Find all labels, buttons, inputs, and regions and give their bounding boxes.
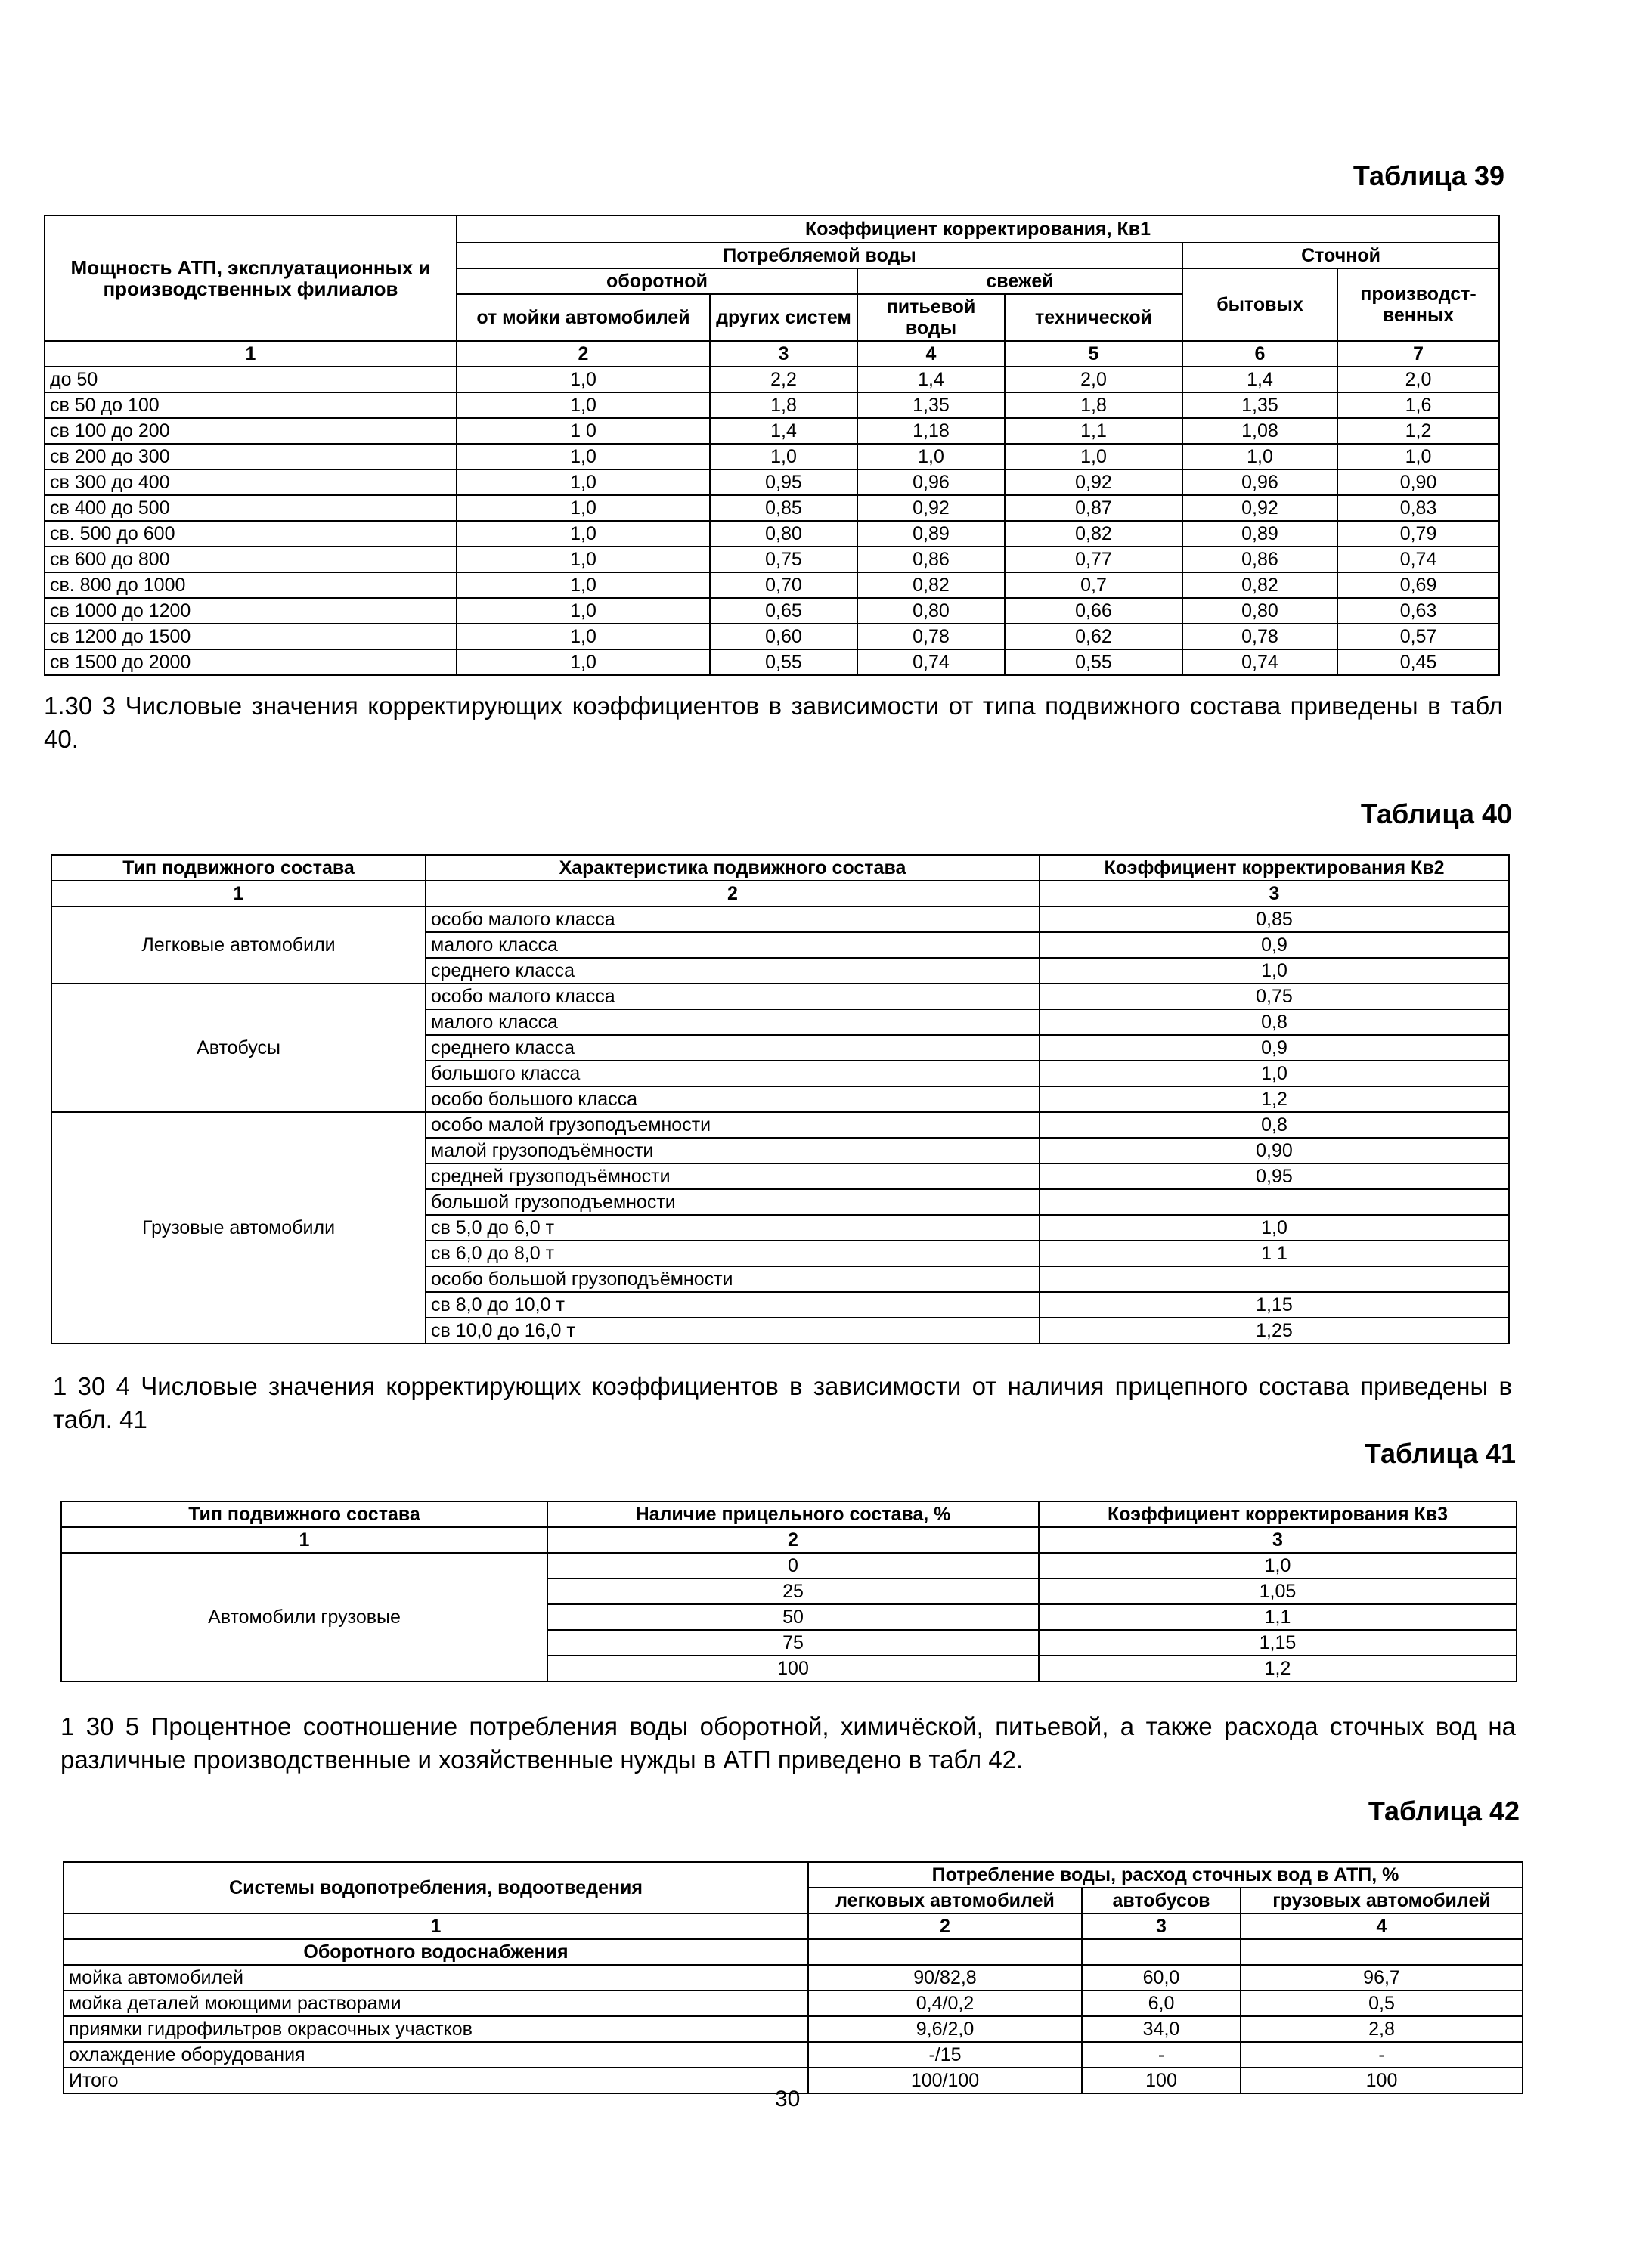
percent-value: 90/82,8: [808, 1965, 1082, 1991]
t42-colnum: 3: [1082, 1913, 1241, 1939]
table40-title: Таблица 40: [1360, 798, 1512, 829]
coef-value: 0,82: [1182, 572, 1337, 598]
percent-value: 60,0: [1082, 1965, 1241, 1991]
coef-value: 0,57: [1337, 624, 1499, 649]
coef-value: 0,95: [1040, 1163, 1509, 1189]
coef-value: 0,82: [1005, 521, 1182, 547]
t42-header-buses: автобусов: [1082, 1888, 1241, 1913]
coef-value: 0,92: [1182, 495, 1337, 521]
t39-header-fresh: свежей: [857, 268, 1182, 294]
vehicle-characteristic: особо малого класса: [426, 984, 1040, 1009]
coef-value: 0,74: [1182, 649, 1337, 675]
coef-value: 0,86: [1182, 547, 1337, 572]
coef-value: 1,8: [710, 392, 857, 418]
t39-colnum: 5: [1005, 341, 1182, 367]
coef-value: 0,80: [1182, 598, 1337, 624]
vehicle-type: Автомобили грузовые: [61, 1553, 547, 1681]
vehicle-characteristic: большой грузоподъемности: [426, 1189, 1040, 1215]
coef-value: 0,90: [1337, 469, 1499, 495]
vehicle-characteristic: особо большой грузоподъёмности: [426, 1266, 1040, 1292]
coef-value: 0,96: [1182, 469, 1337, 495]
coef-value: 0,75: [710, 547, 857, 572]
percent-value: 100: [1241, 2068, 1523, 2093]
t40-colnum: 1: [51, 881, 426, 906]
coef-value: 1,0: [857, 444, 1005, 469]
t39-colnum: 4: [857, 341, 1005, 367]
table-row: [45, 469, 1499, 495]
coef-value: 1,0: [457, 444, 710, 469]
t39-colnum: 3: [710, 341, 857, 367]
percent-value: 96,7: [1241, 1965, 1523, 1991]
vehicle-characteristic: средней грузоподъёмности: [426, 1163, 1040, 1189]
vehicle-characteristic: св 10,0 до 16,0 т: [426, 1318, 1040, 1343]
coef-value: 1,4: [710, 418, 857, 444]
coef-value: 1,0: [710, 444, 857, 469]
percent-value: -/15: [808, 2042, 1082, 2068]
t40-header-coef: Коэффициент корректирования Кв2: [1040, 855, 1509, 881]
vehicle-characteristic: св 8,0 до 10,0 т: [426, 1292, 1040, 1318]
system-name: мойка автомобилей: [64, 1965, 808, 1991]
capacity-range: св 100 до 200: [45, 418, 457, 444]
table41: [60, 1501, 1517, 1682]
coef-value: 1,0: [457, 495, 710, 521]
coef-value: 1,1: [1039, 1604, 1517, 1630]
coef-value: 0,80: [857, 598, 1005, 624]
trailer-percent: 75: [547, 1630, 1039, 1656]
coef-value: 0,55: [1005, 649, 1182, 675]
table39-title: Таблица 39: [1353, 160, 1504, 191]
t41-colnum: 1: [61, 1527, 547, 1553]
coef-value: 0,74: [857, 649, 1005, 675]
table-row: [45, 521, 1499, 547]
coef-value: 0,96: [857, 469, 1005, 495]
capacity-range: св 1200 до 1500: [45, 624, 457, 649]
table-row: [45, 495, 1499, 521]
t42-header-trucks: грузовых автомобилей: [1241, 1888, 1523, 1913]
table-row: [45, 444, 1499, 469]
coef-value: 0,85: [710, 495, 857, 521]
coef-value: 0,66: [1005, 598, 1182, 624]
coef-value: 1,25: [1040, 1318, 1509, 1343]
trailer-percent: 50: [547, 1604, 1039, 1630]
vehicle-type: Грузовые автомобили: [51, 1112, 426, 1343]
percent-value: 0,5: [1241, 1991, 1523, 2016]
percent-value: 0,4/0,2: [808, 1991, 1082, 2016]
coef-value: 1,15: [1040, 1292, 1509, 1318]
coef-value: 1,6: [1337, 392, 1499, 418]
vehicle-characteristic: св 5,0 до 6,0 т: [426, 1215, 1040, 1241]
t41-header-type: Тип подвижного состава: [61, 1501, 547, 1527]
coef-value: 1,18: [857, 418, 1005, 444]
vehicle-characteristic: большого класса: [426, 1061, 1040, 1086]
t39-header-consumed: Потребляемой воды: [457, 243, 1182, 268]
t39-header-recycled: оборотной: [457, 268, 857, 294]
t39-colnum: 6: [1182, 341, 1337, 367]
coef-value: [1040, 1189, 1509, 1215]
coef-value: 0,95: [710, 469, 857, 495]
capacity-range: св 400 до 500: [45, 495, 457, 521]
table-row: [51, 906, 1509, 932]
coef-value: 1,0: [1040, 1215, 1509, 1241]
coef-value: 1,0: [457, 521, 710, 547]
coef-value: 1,35: [1182, 392, 1337, 418]
t39-header-drinking: питьевой воды: [857, 294, 1005, 341]
coef-value: 0,78: [857, 624, 1005, 649]
vehicle-type: Автобусы: [51, 984, 426, 1112]
capacity-range: св 50 до 100: [45, 392, 457, 418]
t39-colnum: 7: [1337, 341, 1499, 367]
table-row: [64, 2016, 1523, 2042]
percent-value: 6,0: [1082, 1991, 1241, 2016]
t39-header-industrial: производст-венных: [1337, 268, 1499, 341]
vehicle-characteristic: малого класса: [426, 932, 1040, 958]
paragraph-1-30-3: 1.30 3 Числовые значения корректирующих коэффициентов в зависимости от типа подвижного состава приведены в табл 40.: [44, 692, 1503, 753]
table42-title: Таблица 42: [1368, 1796, 1520, 1826]
percent-value: 2,8: [1241, 2016, 1523, 2042]
table-row: [45, 367, 1499, 392]
coef-value: 1,0: [1040, 958, 1509, 984]
coef-value: 0,62: [1005, 624, 1182, 649]
coef-value: 0,7: [1005, 572, 1182, 598]
vehicle-characteristic: малого класса: [426, 1009, 1040, 1035]
coef-value: 0,75: [1040, 984, 1509, 1009]
coef-value: 1,0: [457, 649, 710, 675]
t41-colnum: 3: [1039, 1527, 1517, 1553]
t39-header-wash: от мойки автомобилей: [457, 294, 710, 341]
paragraph-1-30-5: 1 30 5 Процентное соотношение потребления воды оборотной, химичёской, питьевой, а также расхода сточных вод на различные производственные и хозяйственные нужды в АТП приведено в табл 42.: [60, 1712, 1516, 1774]
capacity-range: св. 500 до 600: [45, 521, 457, 547]
table-row: [45, 547, 1499, 572]
coef-value: 0,69: [1337, 572, 1499, 598]
coef-value: 1,0: [457, 547, 710, 572]
t42-colnum: 1: [64, 1913, 808, 1939]
coef-value: 1,0: [457, 392, 710, 418]
coef-value: 0,86: [857, 547, 1005, 572]
t40-colnum: 3: [1040, 881, 1509, 906]
coef-value: 0,87: [1005, 495, 1182, 521]
coef-value: 0,63: [1337, 598, 1499, 624]
coef-value: 1,08: [1182, 418, 1337, 444]
t39-header-other: других систем: [710, 294, 857, 341]
percent-value: -: [1241, 2042, 1523, 2068]
capacity-range: св 600 до 800: [45, 547, 457, 572]
table-row: [45, 418, 1499, 444]
percent-value: 100: [1082, 2068, 1241, 2093]
coef-value: 0,45: [1337, 649, 1499, 675]
paragraph-1-30-4: 1 30 4 Числовые значения корректирующих коэффициентов в зависимости от наличия прицепного состава приведены в табл. 41: [53, 1372, 1512, 1433]
coef-value: 1,4: [857, 367, 1005, 392]
t39-colnum: 1: [45, 341, 457, 367]
coef-value: 1,1: [1005, 418, 1182, 444]
table-row: [64, 1965, 1523, 1991]
trailer-percent: 100: [547, 1656, 1039, 1681]
capacity-range: св. 800 до 1000: [45, 572, 457, 598]
percent-value: -: [1082, 2042, 1241, 2068]
vehicle-characteristic: особо большого класса: [426, 1086, 1040, 1112]
coef-value: 0,89: [1182, 521, 1337, 547]
coef-value: 0,65: [710, 598, 857, 624]
t42-colnum: 2: [808, 1913, 1082, 1939]
coef-value: 1,0: [457, 367, 710, 392]
coef-value: 0,83: [1337, 495, 1499, 521]
coef-value: 1,35: [857, 392, 1005, 418]
vehicle-type: Легковые автомобили: [51, 906, 426, 984]
coef-value: 0,92: [1005, 469, 1182, 495]
system-name: мойка деталей моющими растворами: [64, 1991, 808, 2016]
vehicle-characteristic: св 6,0 до 8,0 т: [426, 1241, 1040, 1266]
coef-value: 1,0: [457, 598, 710, 624]
coef-value: 1,0: [1005, 444, 1182, 469]
page-number: 30: [775, 2087, 801, 2112]
capacity-range: св 1000 до 1200: [45, 598, 457, 624]
t40-header-type: Тип подвижного состава: [51, 855, 426, 881]
coef-value: 0,89: [857, 521, 1005, 547]
coef-value: 0,92: [857, 495, 1005, 521]
coef-value: [1040, 1266, 1509, 1292]
coef-value: 1,0: [457, 624, 710, 649]
t42-header-group: Потребление воды, расход сточных вод в АТП, %: [808, 1862, 1523, 1888]
capacity-range: св 300 до 400: [45, 469, 457, 495]
coef-value: 0,8: [1040, 1112, 1509, 1138]
t41-header-coef: Коэффициент корректирования Кв3: [1039, 1501, 1517, 1527]
coef-value: 0,77: [1005, 547, 1182, 572]
t39-colnum-row: [45, 341, 1499, 367]
coef-value: 0,78: [1182, 624, 1337, 649]
capacity-range: св 1500 до 2000: [45, 649, 457, 675]
coef-value: 0,9: [1040, 1035, 1509, 1061]
coef-value: 0,55: [710, 649, 857, 675]
coef-value: 1,0: [1337, 444, 1499, 469]
coef-value: 0,85: [1040, 906, 1509, 932]
coef-value: 1 1: [1040, 1241, 1509, 1266]
table-row: [45, 624, 1499, 649]
trailer-percent: 0: [547, 1553, 1039, 1579]
t42-header-systems: Системы водопотребления, водоотведения: [64, 1862, 808, 1913]
table-row: [51, 984, 1509, 1009]
table-row: [64, 1991, 1523, 2016]
coef-value: 1,8: [1005, 392, 1182, 418]
trailer-percent: 25: [547, 1579, 1039, 1604]
coef-value: 1,2: [1039, 1656, 1517, 1681]
coef-value: 1,0: [1182, 444, 1337, 469]
capacity-range: св 200 до 300: [45, 444, 457, 469]
coef-value: 0,70: [710, 572, 857, 598]
coef-value: 1 0: [457, 418, 710, 444]
coef-value: 1,0: [457, 469, 710, 495]
table-row: [45, 649, 1499, 675]
table42: [63, 1861, 1523, 2094]
coef-value: 0,74: [1337, 547, 1499, 572]
coef-value: 1,2: [1337, 418, 1499, 444]
vehicle-characteristic: особо малого класса: [426, 906, 1040, 932]
percent-value: 100/100: [808, 2068, 1082, 2093]
t39-header-capacity: Мощность АТП, эксплуатационных и производственных филиалов: [45, 215, 457, 341]
table39: [44, 215, 1500, 676]
system-name: Итого: [64, 2068, 808, 2093]
coef-value: 0,79: [1337, 521, 1499, 547]
percent-value: 9,6/2,0: [808, 2016, 1082, 2042]
table41-title: Таблица 41: [1364, 1438, 1516, 1469]
coef-value: 0,82: [857, 572, 1005, 598]
coef-value: 0,80: [710, 521, 857, 547]
vehicle-characteristic: среднего класса: [426, 958, 1040, 984]
vehicle-characteristic: среднего класса: [426, 1035, 1040, 1061]
t42-colnum: 4: [1241, 1913, 1523, 1939]
coef-value: 1,0: [1040, 1061, 1509, 1086]
t41-header-trailer: Наличие прицельного состава, %: [547, 1501, 1039, 1527]
coef-value: 1,15: [1039, 1630, 1517, 1656]
coef-value: 0,8: [1040, 1009, 1509, 1035]
t40-header-characteristic: Характеристика подвижного состава: [426, 855, 1040, 881]
t39-colnum: 2: [457, 341, 710, 367]
system-name: приямки гидрофильтров окрасочных участков: [64, 2016, 808, 2042]
t42-section-label: Оборотного водоснабжения: [64, 1939, 808, 1965]
system-name: охлаждение оборудования: [64, 2042, 808, 2068]
t39-header-household: бытовых: [1182, 268, 1337, 341]
table-row: [51, 1112, 1509, 1138]
t42-header-cars: легковых автомобилей: [808, 1888, 1082, 1913]
table-row: [45, 392, 1499, 418]
coef-value: 0,90: [1040, 1138, 1509, 1163]
t39-header-coef: Коэффициент корректирования, Кв1: [457, 215, 1499, 243]
coef-value: 1,0: [1039, 1553, 1517, 1579]
percent-value: 34,0: [1082, 2016, 1241, 2042]
table-row: [45, 572, 1499, 598]
coef-value: 1,4: [1182, 367, 1337, 392]
t40-colnum: 2: [426, 881, 1040, 906]
vehicle-characteristic: особо малой грузоподъемности: [426, 1112, 1040, 1138]
coef-value: 2,0: [1337, 367, 1499, 392]
t39-header-waste: Сточной: [1182, 243, 1499, 268]
coef-value: 2,2: [710, 367, 857, 392]
coef-value: 2,0: [1005, 367, 1182, 392]
vehicle-characteristic: малой грузоподъёмности: [426, 1138, 1040, 1163]
capacity-range: до 50: [45, 367, 457, 392]
table-row: [64, 2042, 1523, 2068]
table-row: [61, 1553, 1517, 1579]
coef-value: 1,05: [1039, 1579, 1517, 1604]
coef-value: 1,0: [457, 572, 710, 598]
coef-value: 1,2: [1040, 1086, 1509, 1112]
coef-value: 0,9: [1040, 932, 1509, 958]
table-row: [45, 598, 1499, 624]
coef-value: 0,60: [710, 624, 857, 649]
t39-header-technical: технической: [1005, 294, 1182, 341]
table40: [51, 854, 1510, 1344]
t41-colnum: 2: [547, 1527, 1039, 1553]
